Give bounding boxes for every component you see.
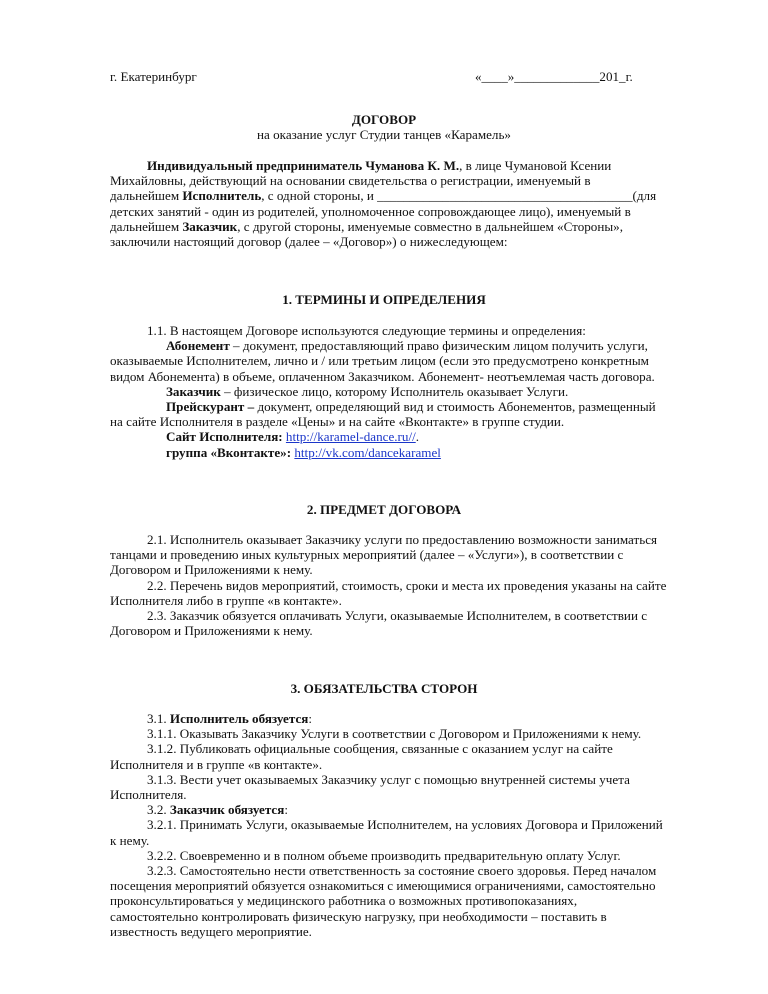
clause-1-1: 1.1. В настоящем Договоре используются следующие термины и определения: [147,323,586,338]
clause-3-1: 3.1. Исполнитель обязуется: [147,711,312,726]
section-1-body [110,323,710,460]
clause-3-2-3-line: проконсультироваться у медицинского работника о возможных противопоказаниях, [110,893,578,909]
preamble-line: дальнейшем Исполнитель, с одной стороны, и _______________________________________(для [110,188,657,204]
clause-3-1-3: 3.1.3. Вести учет оказываемых Заказчику услуг с помощью внутренней системы учета [147,771,630,787]
clause-3-1-3-line: Исполнителя. [110,787,187,803]
term-vk-group: группа «Вконтакте»: http://vk.com/dancekaramel [166,444,441,460]
document-subtitle: на оказание услуг Студии танцев «Карамель» [257,127,511,142]
executor-name: Индивидуальный предприниматель Чуманова К. М. [147,158,460,173]
document-title: ДОГОВОР [351,112,417,127]
section-1-heading: 1. ТЕРМИНЫ И ОПРЕДЕЛЕНИЯ [282,292,486,307]
clause-3-2-2: 3.2.2. Своевременно и в полном объеме производить предварительную оплату Услуг. [147,847,621,863]
clause-3-2-1-line: к нему. [110,832,150,848]
contract-date: «____»_____________201_г. [475,69,633,84]
term-pricelist: Прейскурант – документ, определяющий вид и стоимость Абонементов, размещенный [166,399,656,415]
preamble [110,158,710,249]
clause-3-2-3-line: самостоятельно контролировать физическую нагрузку, при необходимости – поставить в [110,908,607,924]
clause-2-1-line: Договором и Приложениями к нему. [110,562,313,578]
term-site: Сайт Исполнителя: http://karamel-dance.ru//. [166,429,419,445]
section-3-heading: 3. ОБЯЗАТЕЛЬСТВА СТОРОН [290,681,478,696]
term-abonement-line: оказываемые Исполнителем, лично и / или третьим лицом (если это предусмотрено конкретным [110,353,649,369]
preamble-line: Индивидуальный предприниматель Чуманова К. М., в лице Чумановой Ксении [147,158,612,173]
clause-2-3: 2.3. Заказчик обязуется оплачивать Услуги, оказываемые Исполнителем, в соответствии с [147,608,648,624]
clause-3-1-2: 3.1.2. Публиковать официальные сообщения, связанные с оказанием услуг на сайте [147,741,613,757]
clause-2-1-line: танцами и проведению иных культурных мероприятий (далее – «Услуги»), в соответствии с [110,547,624,563]
clause-3-2-3: 3.2.3. Самостоятельно нести ответственность за состояние своего здоровья. Перед началом [147,863,657,879]
site-link[interactable]: http://karamel-dance.ru// [285,429,416,445]
preamble-line: заключили настоящий договор (далее – «Договор») о нижеследующем: [110,234,508,250]
city: г. Екатеринбург [110,69,197,84]
term-abonement: Абонемент – документ, предоставляющий право физическим лицом получить услуги, [166,338,648,354]
clause-2-2-line: Исполнителя либо в группе «в контакте». [110,592,342,608]
clause-3-2: 3.2. Заказчик обязуется: [147,802,288,818]
clause-3-2-1: 3.2.1. Принимать Услуги, оказываемые Исполнителем, на условиях Договора и Приложений [147,817,663,833]
term-pricelist-line: на сайте Исполнителя в разделе «Цены» и на сайте «Вконтакте» в группе студии. [110,414,565,430]
clause-3-1-2-line: Исполнителя и в группе «в контакте». [110,756,323,772]
preamble-line: дальнейшем Заказчик, с другой стороны, именуемые совместно в дальнейшем «Стороны», [110,218,623,234]
clause-2-3-line: Договором и Приложениями к нему. [110,623,313,639]
preamble-line: Михайловны, действующий на основании свидетельства о регистрации, именуемый в [110,173,591,189]
preamble-line: детских занятий - один из родителей, уполномоченное сопровождающее лицо), именуемый в [110,203,631,219]
clause-3-2-3-line: посещения мероприятий обязуется ознакомиться с имеющимися ограничениями, самостоятельно [110,878,656,894]
clause-3-1-1: 3.1.1. Оказывать Заказчику Услуги в соответствии с Договором и Приложениями к нему. [147,726,642,742]
term-abonement-line: видом Абонемента) в объеме, оплаченном Заказчиком. Абонемент- неотъемлемая часть договора. [110,368,655,384]
term-customer: Заказчик – физическое лицо, которому Исполнитель оказывает Услуги. [166,383,569,399]
clause-2-2: 2.2. Перечень видов мероприятий, стоимость, сроки и места их проведения указаны на сайте [147,577,667,593]
section-2-heading: 2. ПРЕДМЕТ ДОГОВОРА [306,502,462,517]
clause-2-1: 2.1. Исполнитель оказывает Заказчику услуги по предоставлению возможности заниматься [147,532,658,547]
vk-link[interactable]: http://vk.com/dancekaramel [294,444,441,460]
section-2-body [110,532,710,638]
clause-3-2-3-line: известность ведущего мероприятие. [110,923,312,939]
section-3-body [110,711,710,939]
